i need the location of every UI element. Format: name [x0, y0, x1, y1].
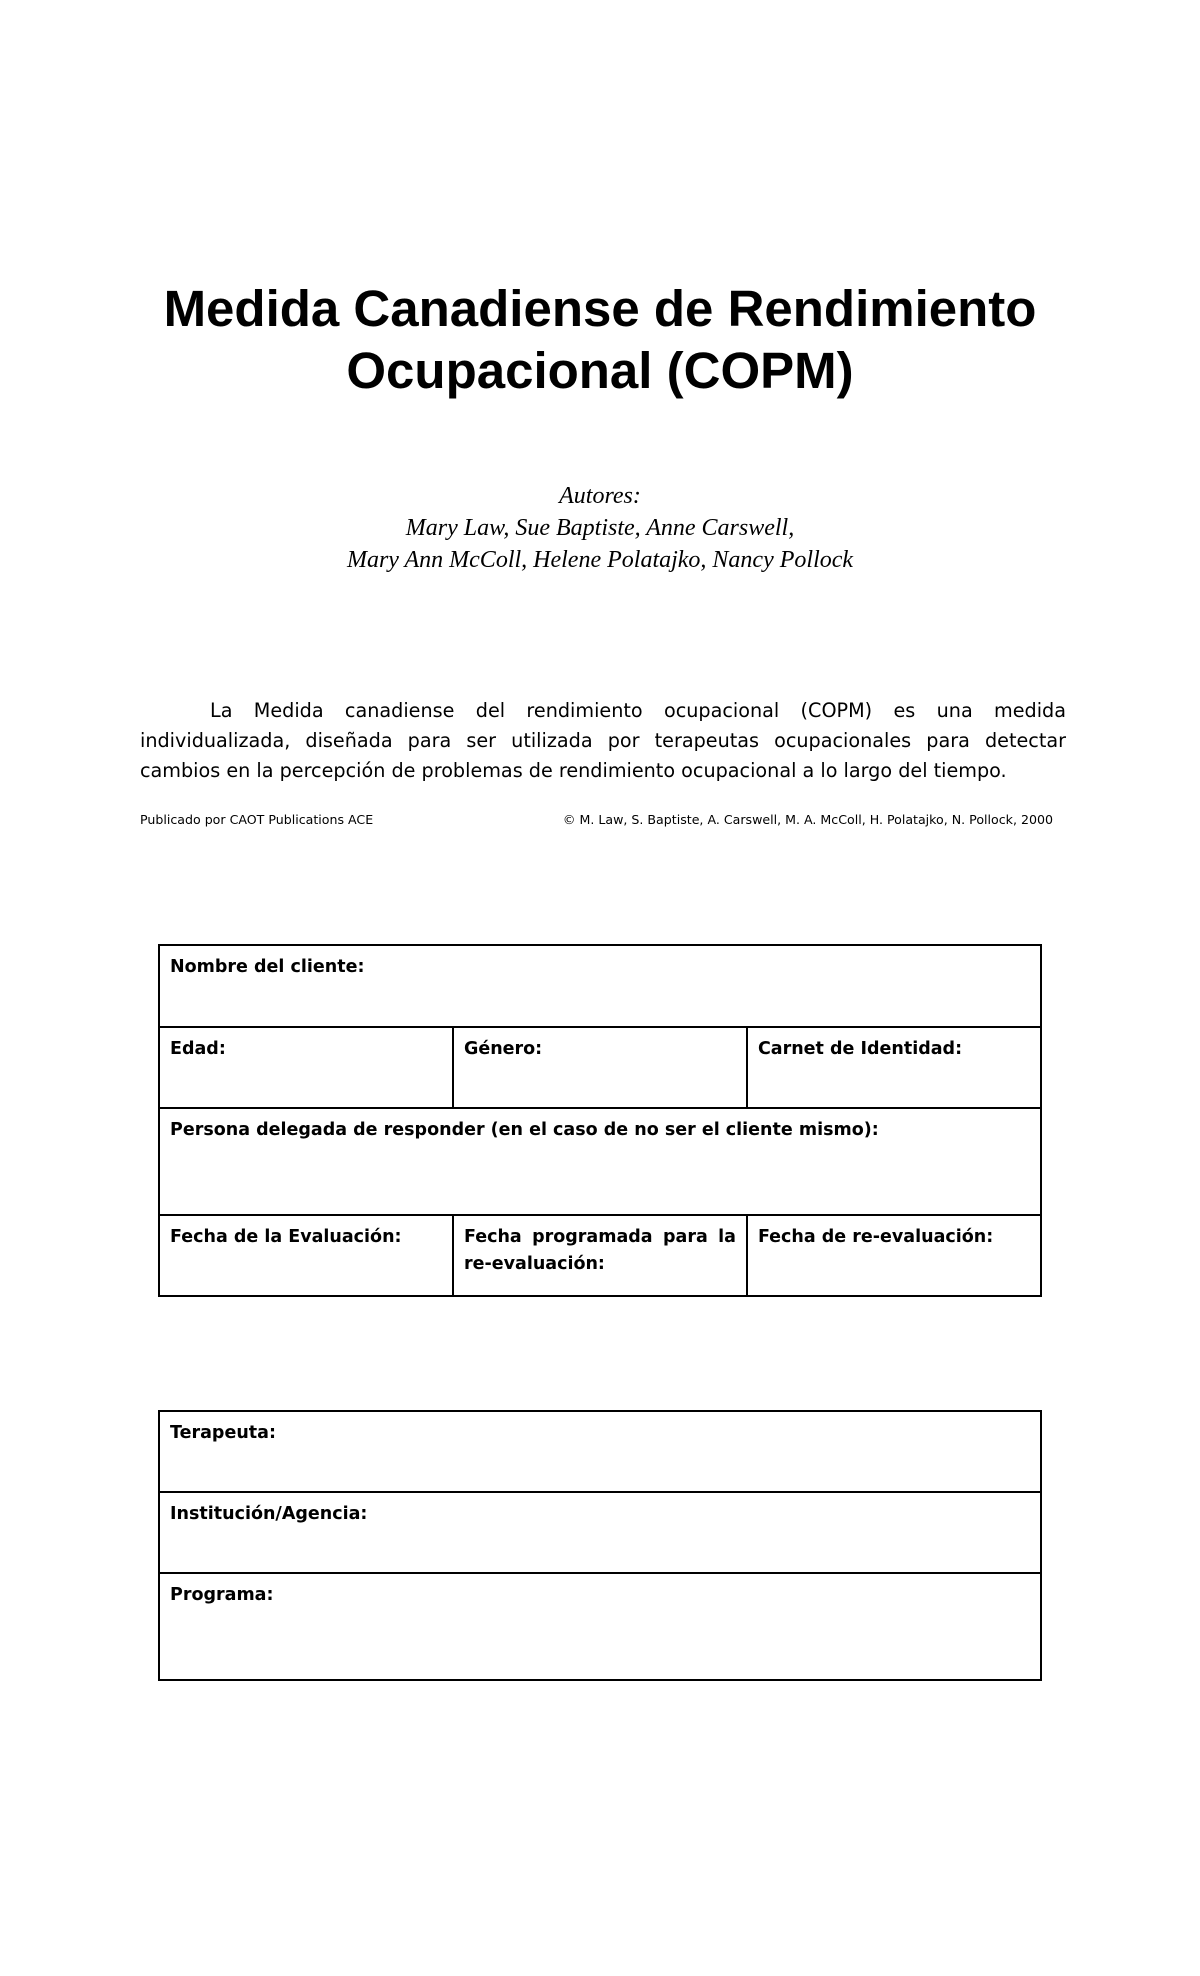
- program-label: Programa:: [170, 1585, 274, 1605]
- reevaluation-date-label: Fecha de re-evaluación:: [757, 1227, 994, 1247]
- institution-label: Institución/Agencia:: [170, 1504, 368, 1524]
- delegate-label: Persona delegada de responder (en el caso de no ser el cliente mismo):: [170, 1120, 879, 1140]
- evaluation-date-label: Fecha de la Evaluación:: [170, 1227, 402, 1247]
- gender-label: Género:: [463, 1039, 543, 1059]
- authors-line-1: Mary Law, Sue Baptiste, Anne Carswell,: [405, 515, 795, 541]
- title-line-1: Medida Canadiense de Rendimiento: [163, 280, 1037, 337]
- delegate-field[interactable]: [159, 1108, 1041, 1215]
- evaluation-date-field[interactable]: [159, 1215, 453, 1296]
- age-label: Edad:: [170, 1039, 226, 1059]
- id-card-field[interactable]: [747, 1027, 1041, 1108]
- client-info-table: [158, 944, 1042, 1297]
- id-card-label: Carnet de Identidad:: [757, 1039, 963, 1059]
- authors-block: [0, 480, 1200, 576]
- authors-line-2: Mary Ann McColl, Helene Polatajko, Nancy Pollock: [346, 547, 854, 573]
- therapist-label: Terapeuta:: [170, 1423, 276, 1443]
- publisher-note: Publicado por CAOT Publications ACE: [140, 812, 374, 827]
- client-name-field[interactable]: [159, 945, 1041, 1027]
- scheduled-reevaluation-field[interactable]: [453, 1215, 747, 1296]
- program-field[interactable]: [159, 1573, 1041, 1680]
- therapist-field[interactable]: [159, 1411, 1041, 1492]
- age-field[interactable]: [159, 1027, 453, 1108]
- document-title: [0, 278, 1200, 402]
- title-line-2: Ocupacional (COPM): [346, 342, 854, 399]
- institution-field[interactable]: [159, 1492, 1041, 1573]
- intro-paragraph: La Medida canadiense del rendimiento ocupacional (COPM) es una medida individualizada, diseñada para ser utilizada por terapeutas ocupacionales para detectar cambios en la percepción de problemas de rendimiento ocupacional a lo largo del tiempo.: [140, 699, 1066, 782]
- authors-heading: Autores:: [559, 483, 641, 509]
- gender-field[interactable]: [453, 1027, 747, 1108]
- copyright-note: © M. Law, S. Baptiste, A. Carswell, M. A. McColl, H. Polatajko, N. Pollock, 2000: [562, 812, 1053, 827]
- reevaluation-date-field[interactable]: [747, 1215, 1041, 1296]
- therapist-info-table: [158, 1410, 1042, 1681]
- client-name-label: Nombre del cliente:: [170, 957, 365, 977]
- scheduled-reevaluation-label: Fecha programada para la re-evaluación:: [463, 1227, 736, 1274]
